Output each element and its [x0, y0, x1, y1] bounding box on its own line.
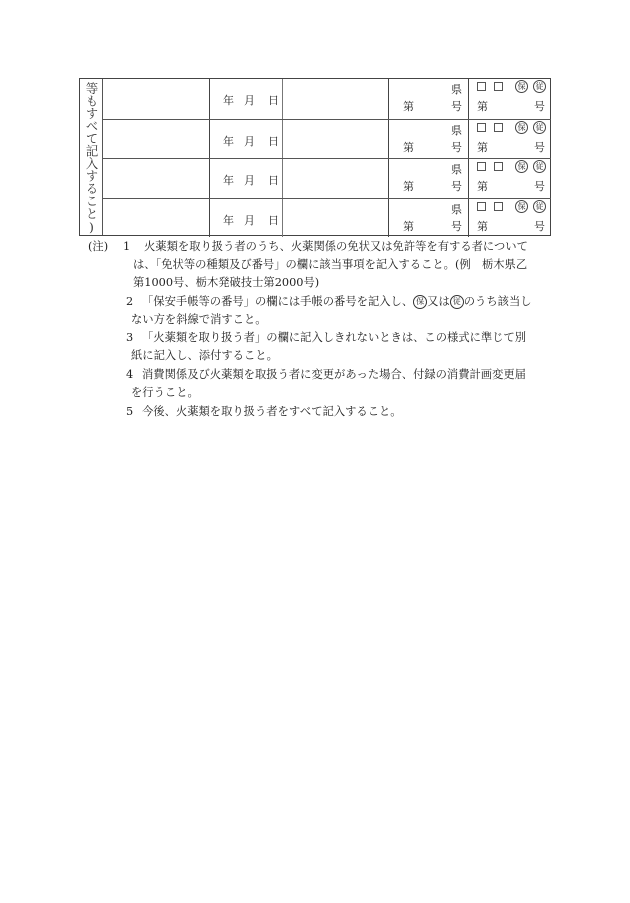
note-2-number: 2	[126, 295, 134, 308]
handler-name-cell[interactable]	[103, 159, 210, 198]
year-label: 年	[223, 94, 234, 107]
year-label: 年	[223, 134, 234, 148]
note-3-line-2: 紙に記入し、添付すること。	[131, 349, 278, 362]
side-label-column	[80, 79, 103, 235]
hoan-circled-icon[interactable]: 保	[515, 80, 528, 93]
day-label: 日	[268, 94, 279, 107]
year-label: 年	[223, 213, 234, 227]
month-label: 月	[244, 134, 255, 148]
hoan-circled-icon[interactable]: 保	[515, 160, 528, 173]
handbook-number-suffix: 号	[534, 180, 545, 193]
number-prefix-label: 第	[403, 140, 414, 154]
note-5-number: 5	[126, 405, 134, 418]
note-4-line-1: 消費関係及び火薬類を取扱う者に変更があった場合、付録の消費計画変更届	[142, 368, 526, 381]
number-prefix-label: 第	[403, 180, 414, 193]
checkbox-icon[interactable]	[494, 162, 503, 171]
checkbox-icon[interactable]	[494, 82, 503, 91]
safety-handbook-cell[interactable]	[469, 120, 551, 159]
prefecture-label: 県	[451, 163, 462, 176]
ju-circled-icon[interactable]: 従	[533, 200, 546, 213]
notes-label: (注)	[88, 240, 109, 253]
note-1-line-1: 火薬類を取り扱う者のうち、火薬関係の免状又は免許等を有する者について	[144, 240, 528, 253]
checkbox-icon[interactable]	[477, 82, 486, 91]
birth-date-cell[interactable]	[210, 159, 283, 198]
note-2-text-a: 「保安手帳等の番号」の欄には手帳の番号を記入し、	[142, 295, 414, 308]
handler-name-cell[interactable]	[103, 79, 210, 119]
license-type-number-cell[interactable]	[283, 199, 389, 238]
safety-handbook-cell[interactable]	[469, 79, 551, 119]
note-3-number: 3	[126, 331, 134, 344]
checkbox-icon[interactable]	[477, 123, 486, 132]
prefecture-label: 県	[451, 123, 462, 137]
note-1-line-3: 第1000号、栃木発破技士第2000号)	[133, 276, 320, 289]
note-3-line-1: 「火薬類を取り扱う者」の欄に記入しきれないときは、この様式に準じて別	[142, 331, 527, 344]
handbook-number-suffix: 号	[534, 219, 545, 233]
day-label: 日	[268, 213, 279, 227]
handbook-number-prefix: 第	[477, 100, 488, 113]
prefecture-number-cell[interactable]	[389, 79, 469, 119]
checkbox-icon[interactable]	[477, 162, 486, 171]
note-2-line-1	[142, 293, 532, 311]
handler-name-cell[interactable]	[103, 199, 210, 238]
side-label: 等もすべて記入すること)	[84, 82, 99, 235]
prefecture-number-cell[interactable]	[389, 120, 469, 159]
license-type-number-cell[interactable]	[283, 79, 389, 119]
birth-date-cell[interactable]	[210, 79, 283, 119]
prefecture-number-cell[interactable]	[389, 159, 469, 198]
day-label: 日	[268, 134, 279, 148]
month-label: 月	[244, 174, 255, 187]
ju-circled-icon[interactable]: 従	[533, 80, 546, 93]
handbook-number-suffix: 号	[534, 100, 545, 113]
note-2-line-2: ない方を斜線で消すこと。	[131, 313, 267, 326]
handbook-number-prefix: 第	[477, 140, 488, 154]
handler-name-cell[interactable]	[103, 120, 210, 159]
note-1-number: 1	[123, 240, 131, 253]
safety-handbook-cell[interactable]	[469, 199, 551, 238]
month-label: 月	[244, 94, 255, 107]
license-type-number-cell[interactable]	[283, 120, 389, 159]
day-label: 日	[268, 174, 279, 187]
birth-date-cell[interactable]	[210, 120, 283, 159]
ju-circled-glyph: 従	[450, 295, 464, 309]
table-row	[103, 158, 551, 198]
note-2-text-b: 又は	[427, 295, 450, 308]
safety-handbook-cell[interactable]	[469, 159, 551, 198]
note-1-line-2: は、「免状等の種類及び番号」の欄に該当事項を記入すること。(例 栃木県乙	[133, 258, 528, 271]
handlers-table	[79, 78, 551, 236]
number-suffix-label: 号	[451, 100, 462, 113]
number-suffix-label: 号	[451, 140, 462, 154]
number-prefix-label: 第	[403, 100, 414, 113]
note-4-line-2: を行うこと。	[131, 386, 199, 399]
note-5-line-1: 今後、火薬類を取り扱う者をすべて記入すること。	[142, 405, 402, 418]
hoan-circled-icon[interactable]: 保	[515, 121, 528, 134]
handbook-number-suffix: 号	[534, 140, 545, 154]
hoan-circled-glyph: 保	[413, 295, 427, 309]
ju-circled-icon[interactable]: 従	[533, 160, 546, 173]
number-prefix-label: 第	[403, 219, 414, 233]
table-row	[103, 198, 551, 238]
number-suffix-label: 号	[451, 180, 462, 193]
table-row	[103, 119, 551, 159]
prefecture-label: 県	[451, 202, 462, 216]
license-type-number-cell[interactable]	[283, 159, 389, 198]
table-row	[103, 79, 551, 119]
note-4-number: 4	[126, 368, 134, 381]
checkbox-icon[interactable]	[494, 123, 503, 132]
checkbox-icon[interactable]	[477, 202, 486, 211]
birth-date-cell[interactable]	[210, 199, 283, 238]
month-label: 月	[244, 213, 255, 227]
ju-circled-icon[interactable]: 従	[533, 121, 546, 134]
checkbox-icon[interactable]	[494, 202, 503, 211]
prefecture-number-cell[interactable]	[389, 199, 469, 238]
number-suffix-label: 号	[451, 219, 462, 233]
handbook-number-prefix: 第	[477, 219, 488, 233]
prefecture-label: 県	[451, 83, 462, 96]
note-2-text-c: のうち該当し	[463, 295, 532, 308]
year-label: 年	[223, 174, 234, 187]
handbook-number-prefix: 第	[477, 180, 488, 193]
hoan-circled-icon[interactable]: 保	[515, 200, 528, 213]
